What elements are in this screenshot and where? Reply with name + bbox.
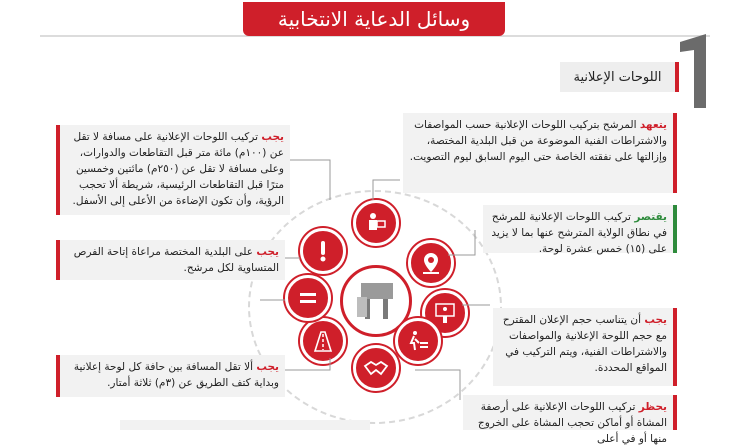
rule-box-size	[493, 308, 673, 386]
rule-accent-bar	[673, 308, 677, 386]
rule-keyword: يجب	[261, 131, 284, 143]
rule-keyword: يجب	[644, 314, 667, 326]
rule-keyword: يتعهد	[639, 119, 667, 131]
rule-box-prohibit	[463, 395, 673, 445]
rule-text: ألا تقل المسافة بين حافة كل لوحة إعلانية وبداية كتف الطريق عن (٣م) ثلاثة أمتار.	[73, 361, 279, 389]
rule-box-partial	[120, 420, 370, 430]
rule-box-limit	[483, 205, 673, 253]
rule-box-equal	[60, 240, 285, 280]
rule-accent-bar	[673, 205, 677, 253]
rule-box-commit	[403, 113, 673, 193]
rule-keyword: يجب	[256, 361, 279, 373]
rule-text: المرشح بتركيب اللوحات الإعلانية حسب المواصفات والاشتراطات الفنية الموضوعة من قبل البلدية المختصة، وإزالتها على نفقته الخاصة حتى اليوم السابق ليوم التصويت.	[409, 119, 667, 163]
rule-text: أن يتناسب حجم الإعلان المقترح مع حجم اللوحة الإعلانية والمواصفات والاشتراطات الفنية، ويتم التركيب في المواقع المحددة.	[502, 314, 667, 374]
rule-text: على البلدية المختصة مراعاة إتاحة الفرص المتساوية لكل مرشح.	[73, 246, 279, 274]
page-title: وسائل الدعاية الانتخابية	[243, 2, 505, 36]
section-label: اللوحات الإعلانية	[560, 62, 679, 92]
rule-keyword: يحظر	[638, 401, 667, 413]
rule-keyword: يجب	[256, 246, 279, 258]
rule-box-distance	[60, 125, 290, 215]
rule-text: تركيب اللوحات الإعلانية على أرصفة المشاة أو أماكن تحجب المشاة على الخروج منها أو في أعلى	[477, 401, 667, 445]
rule-accent-bar	[673, 395, 677, 430]
rule-text: تركيب اللوحات الإعلانية للمرشح في نطاق الولاية المترشح عنها بما لا يزيد على (١٥) خمس عشرة لوحة.	[491, 211, 667, 255]
rule-text: تركيب اللوحات الإعلانية على مسافة لا تقل عن (١٠٠م) مائة متر قبل التقاطعات والدوارات، وعلى مسافة لا تقل عن (٢٥٠م) مائتين وخمسين مترًا قبل التقاطعات الرئيسية، شريطة ألا تحجب الرؤية، وأن تكون الإضاءة من الأعلى إلى الأسفل.	[72, 131, 284, 207]
rule-accent-bar	[673, 113, 677, 193]
rule-keyword: يقتصر	[634, 211, 667, 223]
rule-box-shoulder	[60, 355, 285, 397]
